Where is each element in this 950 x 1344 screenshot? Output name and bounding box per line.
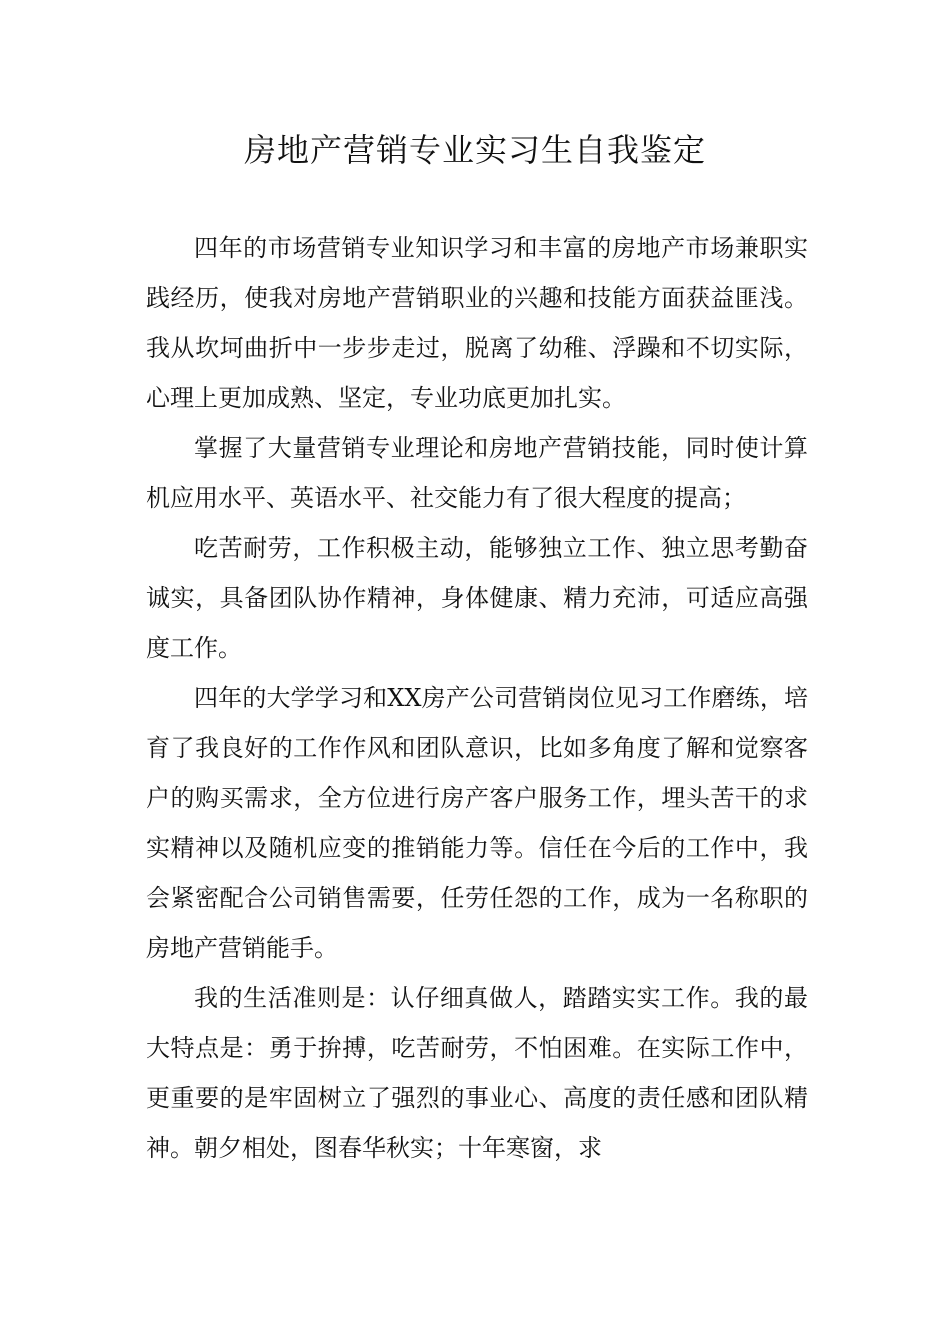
paragraph-4: 四年的大学学习和XX房产公司营销岗位见习工作磨练，培育了我良好的工作作风和团队意识，比如多角度了解和觉察客户的购买需求，全方位进行房产客户服务工作，埋头苦干的求实精神以及随机应变的推销能力等。信任在今后的工作中，我会紧密配合公司销售需要，任劳任怨的工作，成为一名称职的房地产营销能手。 (146, 684, 808, 962)
paragraph-2: 掌握了大量营销专业理论和房地产营销技能，同时使计算机应用水平、英语水平、社交能力有了很大程度的提高； (146, 434, 808, 512)
paragraph-1: 四年的市场营销专业知识学习和丰富的房地产市场兼职实践经历，使我对房地产营销职业的兴趣和技能方面获益匪浅。我从坎坷曲折中一步步走过，脱离了幼稚、浮躁和不切实际，心理上更加成熟、坚定，专业功底更加扎实。 (146, 234, 808, 412)
paragraph-5: 我的生活准则是：认仔细真做人，踏踏实实工作。我的最大特点是：勇于拚搏，吃苦耐劳，不怕困难。在实际工作中，更重要的是牢固树立了强烈的事业心、高度的责任感和团队精神。朝夕相处，图春华秋实；十年寒窗，求 (146, 984, 808, 1162)
paragraph-3: 吃苦耐劳，工作积极主动，能够独立工作、独立思考勤奋诚实，具备团队协作精神，身体健康、精力充沛，可适应高强度工作。 (146, 534, 808, 662)
document-body (146, 223, 808, 1173)
document-title: 房地产营销专业实习生自我鉴定 (243, 131, 706, 169)
